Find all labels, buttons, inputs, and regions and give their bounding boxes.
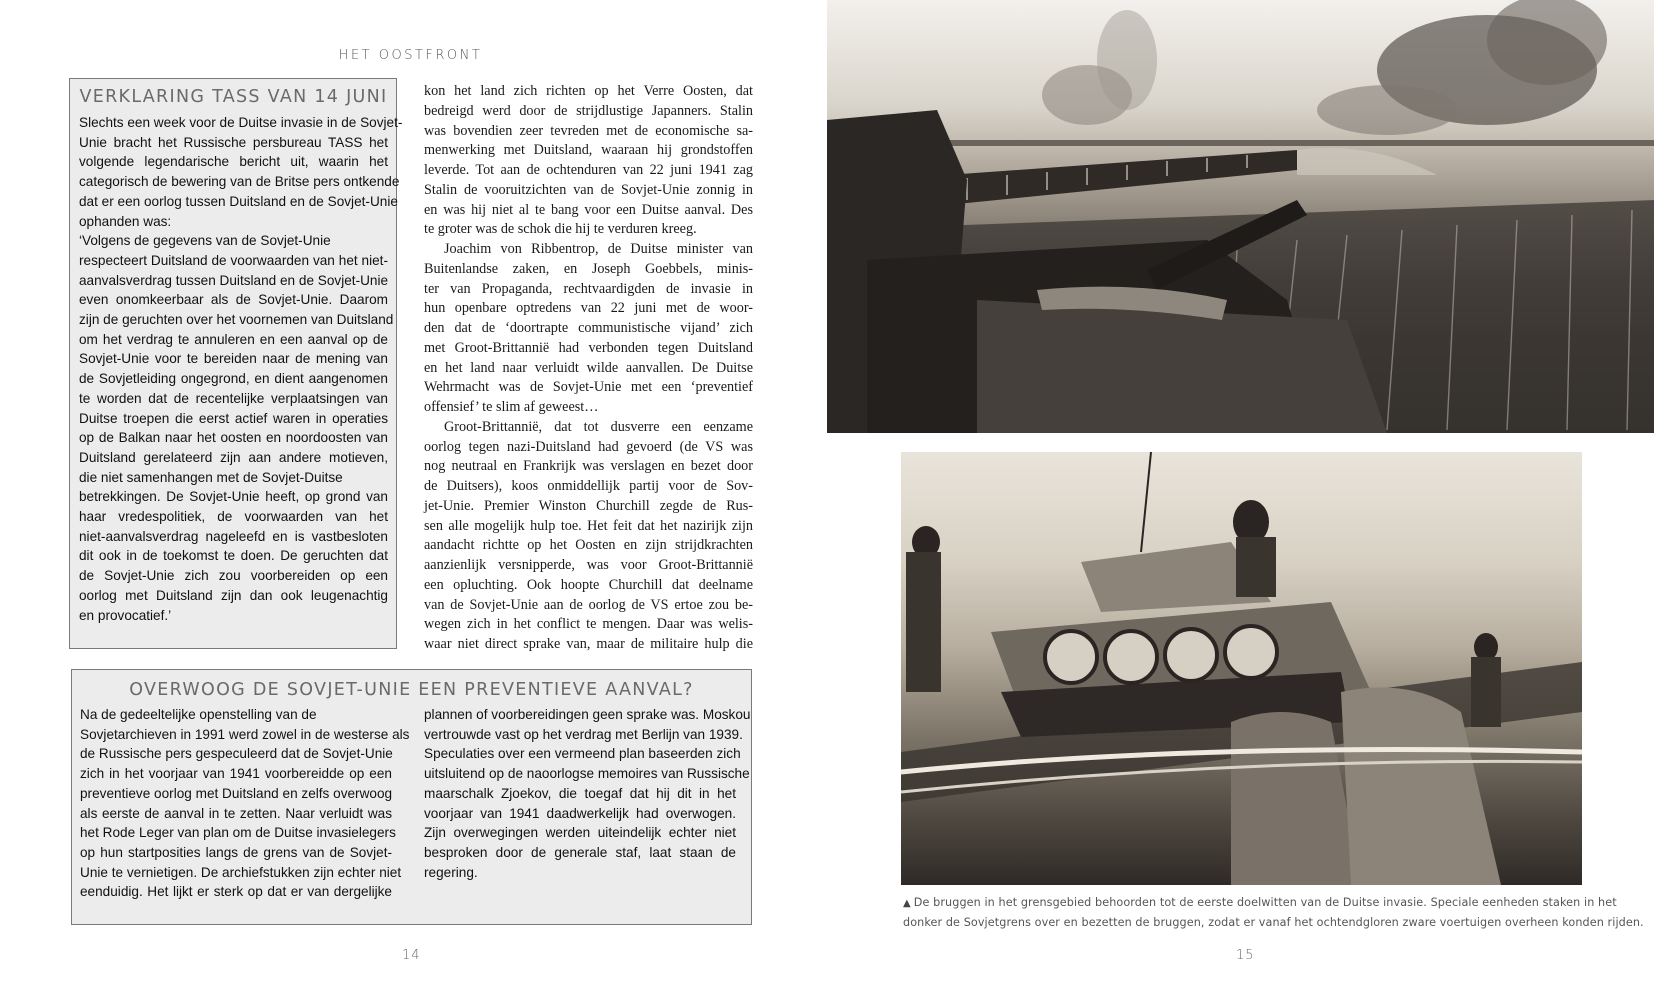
text-line: aanvalsverdrag tussen Duitsland en de Sovjet-Unie: [79, 272, 389, 288]
text-line: haar vredespolitiek, de voorwaarden van het: [79, 509, 388, 525]
text-line: Na de gedeeltelijke openstelling van de: [80, 707, 317, 722]
text-line: dat er een oorlog tussen Duitsland en de Sovjet-Unie: [79, 193, 398, 209]
text-line: nog neutraal en Frankrijk was verslagen en bezet door: [424, 458, 753, 475]
page-number-right: 15: [1236, 948, 1255, 963]
text-line: Wehrmacht was de Sovjet-Unie met een ‘preventief: [424, 379, 753, 396]
text-line: zijn de geruchten over het voornemen van Duitsland: [79, 312, 394, 328]
text-line: Stalin de vooruitzichten van de Sovjet-Unie zonnig in: [424, 181, 753, 198]
photo-illustration: [901, 452, 1582, 885]
text-line: jet-Unie. Premier Winston Churchill zegde de Rus-: [424, 497, 753, 514]
text-line: hun openbare optredens van 22 juni met de woor-: [424, 300, 753, 317]
text-line: besproken door de generale staf, laat staan de: [424, 844, 736, 860]
text-line: regering.: [424, 864, 478, 880]
text-line: niet-aanvalsverdrag nageleefd en is vastbesloten: [79, 528, 388, 544]
text-line: Sovjet-Unie voor te bereiden naar de mening van: [79, 351, 388, 367]
text-line: met Groot-Brittannië had verbonden tegen Duitsland: [424, 339, 753, 356]
text-line: offensief’ te slim af geweest…: [424, 399, 599, 415]
running-head: HET OOSTFRONT: [338, 48, 483, 63]
text-line: op de Balkan naar het oosten en noordoosten van: [79, 430, 388, 446]
text-line: wegen zich in het conflict te mengen. Daar was welis-: [424, 616, 753, 633]
box-column-left: [80, 705, 410, 902]
text-line: Duitse troepen die eerst actief waren in operaties: [79, 410, 388, 426]
text-line: betrekkingen. De Sovjet-Unie heeft, op grond van: [79, 489, 388, 505]
box-body: [80, 705, 751, 902]
text-line: Sovjetarchieven in 1991 werd zowel in de westerse als: [80, 726, 410, 742]
text-line: was bovendien zeer tevreden met de economische sa-: [424, 122, 753, 139]
box-body: [79, 113, 403, 625]
text-line: Slechts een week voor de Duitse invasie in de Sovjet-: [79, 115, 403, 130]
text-line: categorisch de bewering van de Britse pers ontkende: [79, 174, 400, 190]
text-line: die niet samenhangen met de Sovjet-Duitse: [79, 469, 343, 485]
text-line: bedreigd werd door de strijdlustige Japanners. Stalin: [424, 102, 753, 119]
main-text-column: [424, 82, 753, 655]
caption-triangle-icon: ▲: [903, 898, 911, 909]
box-title: OVERWOOG DE SOVJET-UNIE EEN PREVENTIEVE AANVAL?: [129, 680, 694, 700]
text-line: Buitenlandse zaken, en Joseph Goebbels, minis-: [424, 260, 753, 277]
text-line: Zijn overwegingen werden uiteindelijk echter niet: [424, 825, 736, 841]
text-line: de Duitsers), koos onmiddellijk partij voor de Sov-: [424, 478, 753, 494]
photo-bridge-tank-cornfield: [827, 0, 1654, 433]
text-line: ophanden was:: [79, 213, 172, 229]
page-number-left: 14: [402, 948, 421, 963]
text-line: waar niet direct sprake van, maar de militaire hulp die: [424, 636, 753, 652]
box-title: VERKLARING TASS VAN 14 JUNI: [79, 87, 388, 107]
caption-text: De bruggen in het grensgebied behoorden tot de eerste doelwitten van de Duitse invasie. Speciale eenheden staken in het: [913, 896, 1617, 909]
text-line: menwerking met Duitsland, waaraan hij grondstoffen: [424, 142, 753, 159]
text-line: voorjaar van 1941 daadwerkelijk had overwogen.: [424, 805, 736, 821]
text-line: van de Sovjet-Unie aan de oorlog de VS ertoe zou be-: [424, 596, 753, 613]
text-line: volgende legendarische bericht uit, waarin het: [79, 154, 388, 170]
caption-line: [903, 893, 1617, 913]
text-line: het Rode Leger van plan om de Duitse invasielegers: [80, 825, 396, 841]
text-line: op hun startposities langs de grens van de Sovjet-: [80, 844, 392, 860]
text-line: maarschalk Zjoekov, die toegaf dat hij dit in het: [424, 785, 736, 801]
text-line: de Russische pers gespeculeerd dat de Sovjet-Unie: [80, 746, 393, 762]
text-line: ‘Volgens de gegevens van de Sovjet-Unie: [79, 233, 331, 249]
text-line: plannen of voorbereidingen geen sprake was. Moskou: [424, 707, 751, 722]
text-line: en provocatief.’: [79, 607, 172, 623]
text-line: de Sovjetleiding ongegrond, en dient aangenomen: [79, 371, 388, 387]
text-line: dit ook in de toekomst te doen. De geruchten dat: [79, 548, 388, 564]
text-line: Unie bracht het Russische persbureau TASS het: [79, 134, 388, 150]
photo-illustration: [827, 0, 1654, 433]
text-line: om het verdrag te annuleren en een aanval op de: [79, 331, 388, 347]
text-line: oorlog tegen nazi-Duitsland had gevoerd (de VS was: [424, 438, 753, 455]
text-line: respecteert Duitsland de voorwaarden van het niet-: [79, 252, 388, 268]
sidebar-box-tass-statement: [69, 78, 403, 649]
text-line: zich in het voorjaar van 1941 voorbereidde op een: [80, 766, 392, 782]
text-line: Speculaties over een vermeend plan baseerden zich: [424, 746, 741, 762]
text-line: en was hij niet al te bang voor een Duitse aanval. Des: [424, 201, 753, 218]
text-line: preventieve oorlog met Duitsland en zelfs overwoog: [80, 785, 393, 801]
text-line: sen alle mogelijk hulp toe. Het feit dat het nazirijk zijn: [424, 517, 753, 534]
text-line: oorlog met Duitsland zijn dan ook leugenachtig: [79, 587, 388, 603]
text-line: den dat de ‘doortrapte communistische vijand’ zich: [424, 320, 753, 336]
text-line: aanzienlijk versnipperde, was voor Groot-Brittannië: [424, 557, 753, 573]
text-line: te worden dat de recentelijke verplaatsingen van: [79, 390, 388, 406]
text-line: als eerste de aanval in te zetten. Naar verluidt was: [80, 805, 392, 821]
caption-line: donker de Sovjetgrens over en bezetten de bruggen, zodat er vanaf het ochtendgloren zware voertuigen overheen konden rijden.: [903, 916, 1644, 929]
text-line: uitsluitend op de naoorlogse memoires van Russische: [424, 766, 750, 782]
text-line: te groter was de schok die hij te verduren kreeg.: [424, 221, 697, 238]
text-line: even onomkeerbaar als de Sovjet-Unie. Daarom: [79, 292, 388, 308]
text-line: een opluchting. Ook hoopte Churchill dat deelname: [424, 576, 753, 593]
photo-soldiers-loading-tank: [901, 452, 1582, 885]
text-line: leverde. Tot aan de ochtenduren van 22 juni 1941 zag: [424, 162, 753, 178]
text-line: Duitsland gerelateerd zijn aan andere motieven,: [79, 449, 388, 465]
text-line: eenduidig. Het lijkt er sterk op dat er van dergelijke: [80, 884, 392, 900]
sidebar-box-preventive-attack: [71, 669, 752, 925]
text-line: de Sovjet-Unie zich zou voorbereiden op een: [79, 568, 388, 584]
paragraph-start: Groot-Brittannië, dat tot dusverre een eenzame: [444, 418, 753, 435]
text-line: aandacht richtte op het Oosten en zijn strijdkrachten: [424, 537, 753, 554]
box-column-right: [424, 705, 751, 902]
text-line: en het land naar verluidt wilde aanvallen. De Duitse: [424, 359, 753, 376]
photo-caption: [903, 893, 1644, 932]
text-line: Unie te vernietigen. De archiefstukken zijn echter niet: [80, 864, 402, 880]
paragraph-start: Joachim von Ribbentrop, de Duitse minister van: [444, 241, 753, 257]
text-line: kon het land zich richten op het Verre Oosten, dat: [424, 83, 753, 99]
text-line: ter van Propaganda, rechtvaardigden de invasie in: [424, 280, 753, 297]
text-line: vertrouwde vast op het verdrag met Berlijn van 1939.: [424, 726, 743, 742]
